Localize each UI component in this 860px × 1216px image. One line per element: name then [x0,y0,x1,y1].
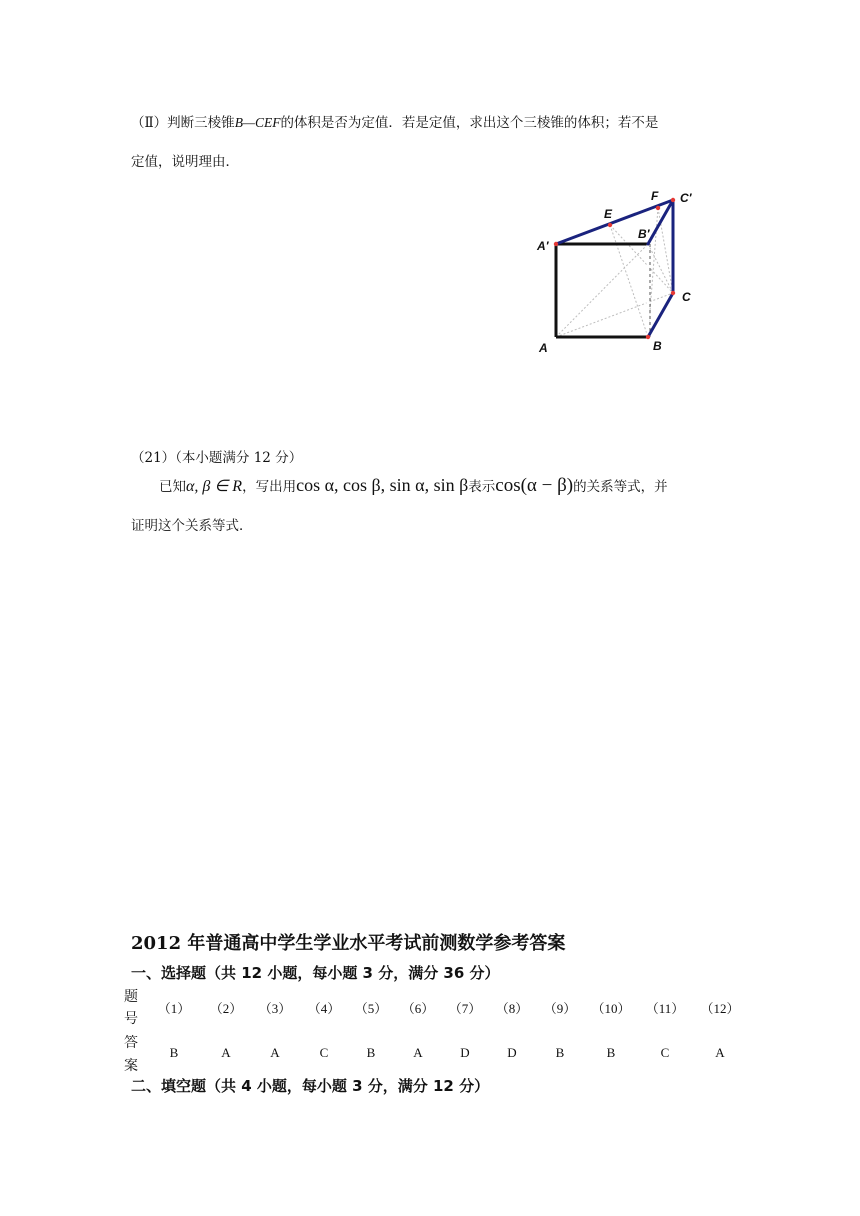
hidden-edge-eb [610,225,648,337]
answer-12: A [715,1045,725,1060]
row-label-a1: 答 [124,1035,138,1051]
qnum-5: （5） [354,1001,388,1016]
label-a: A [539,341,548,355]
point-c [671,291,675,295]
point-c1 [671,198,675,202]
vertex-points [554,198,675,339]
label-b: B [653,339,662,353]
pyramid-name: B—CEF [234,115,281,130]
q21-express: 表示 [468,479,496,495]
answer-8: D [507,1045,517,1060]
blue-edges [556,200,673,337]
answer-9: B [555,1045,565,1060]
answer-2: A [221,1045,231,1060]
answer-1: B [169,1045,179,1060]
part2-lead: （Ⅱ）判断三棱锥 [131,115,235,131]
qnum-6: （6） [401,1001,435,1016]
prism-figure [530,183,705,358]
q21-line2: 证明这个关系等式． [131,518,253,534]
answer-5: B [366,1045,376,1060]
row-label-a2: 案 [124,1058,138,1074]
qnum-7: （7） [448,1001,482,1016]
q21-header: （21）（本小题满分 12 分） [131,450,303,466]
label-c1: C′ [680,191,692,205]
point-b [646,335,650,339]
answer-3: A [270,1045,280,1060]
answer-10: B [606,1045,616,1060]
qnum-9: （9） [543,1001,577,1016]
label-e: E [604,207,613,221]
answer-4: C [319,1045,329,1060]
label-a1: A′ [537,239,549,253]
answers-title: 2012 年普通高中学生学业水平考试前测数学参考答案 [131,933,566,954]
qnum-3: （3） [258,1001,292,1016]
label-b1: B′ [638,227,650,241]
qnum-12: （12） [700,1001,740,1016]
part2-rest: 的体积是否为定值．若是定值，求出这个三棱锥的体积；若不是 [280,115,659,131]
answer-6: A [413,1045,423,1060]
qnum-11: （11） [645,1001,685,1016]
q21-given-math: α, β ∈ R [186,478,243,495]
answer-7: D [460,1045,470,1060]
part2-line2: 定值，说明理由． [131,154,239,170]
qnum-10: （10） [591,1001,631,1016]
hidden-edges [556,208,673,337]
row-label-q2: 号 [124,1011,138,1027]
qnum-4: （4） [307,1001,341,1016]
point-e [608,223,612,227]
hidden-edge-ac [556,293,673,337]
point-f [656,206,660,210]
answer-11: C [660,1045,670,1060]
q21-given-prefix: 已知 [159,479,186,495]
q21-mid: ，写出用 [242,479,297,495]
q21-suffix: 的关系等式，并 [573,479,668,495]
qnum-8: （8） [495,1001,529,1016]
q21-funcs: cos α, cos β, sin α, sin β [296,475,469,495]
qnum-1: （1） [157,1001,191,1016]
label-f: F [651,189,659,203]
point-a1 [554,242,558,246]
q21-line1 [159,475,668,497]
q21-target: cos(α − β) [495,475,574,496]
qnum-2: （2） [209,1001,243,1016]
section2-heading: 二、填空题（共 4 小题，每小题 3 分，满分 12 分） [131,1077,490,1095]
part2-line1 [131,111,658,131]
section1-heading: 一、选择题（共 12 小题，每小题 3 分，满分 36 分） [131,964,500,982]
row-label-q1: 题 [124,989,138,1005]
edge-c-b [648,293,673,337]
hidden-edge-ab1 [556,244,648,337]
label-c: C [682,290,691,304]
